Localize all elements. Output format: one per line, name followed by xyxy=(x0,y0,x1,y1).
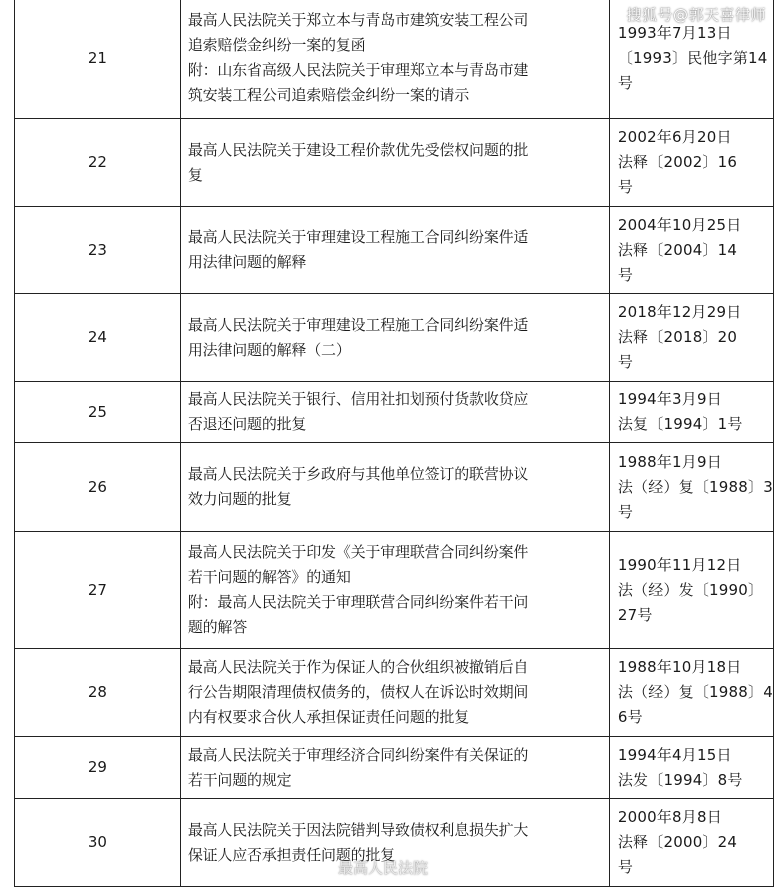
date-and-number-line: 2018年12月29日 xyxy=(617,303,742,321)
table-row xyxy=(15,382,774,443)
date-and-number-cell xyxy=(609,737,773,799)
document-title-line: 用法律问题的解释（二） xyxy=(187,340,351,359)
date-and-number-cell xyxy=(609,207,773,294)
row-number: 28 xyxy=(15,649,181,737)
document-title-cell xyxy=(180,737,609,799)
date-and-number-line: 号 xyxy=(617,178,634,196)
document-title-line: 最高人民法院关于因法院错判导致债权利息损失扩大 xyxy=(187,820,529,839)
date-and-number-cell xyxy=(609,799,773,887)
document-title-line: 内有权要求合伙人承担保证责任问题的批复 xyxy=(187,708,470,726)
document-title-line: 若干问题的规定 xyxy=(187,770,292,789)
row-number: 26 xyxy=(15,443,181,532)
document-title-line: 最高人民法院关于印发《关于审理联营合同纠纷案件 xyxy=(187,543,529,561)
document-title-line: 最高人民法院关于郑立本与青岛市建筑安装工程公司 xyxy=(187,11,529,29)
document-title-line: 最高人民法院关于审理经济合同纠纷案件有关保证的 xyxy=(187,745,529,764)
row-number: 24 xyxy=(15,294,181,382)
date-and-number-line: 1988年1月9日 xyxy=(617,452,722,471)
document-title-line: 效力问题的批复 xyxy=(187,490,292,508)
date-and-number-line: 1994年4月15日 xyxy=(617,745,732,764)
date-and-number-cell xyxy=(609,443,773,532)
document-title-line: 题的解答 xyxy=(187,618,248,636)
date-and-number-line: 2002年6月20日 xyxy=(617,128,732,146)
date-and-number-line: 号 xyxy=(617,353,634,371)
row-number: 22 xyxy=(15,119,181,207)
document-title-line: 最高人民法院关于审理建设工程施工合同纠纷案件适 xyxy=(187,228,529,246)
document-title-cell xyxy=(180,649,609,737)
row-number: 23 xyxy=(15,207,181,294)
watermark-bottom-text: 最高人民法院 xyxy=(338,859,429,877)
date-and-number-line: 法发〔1994〕8号 xyxy=(617,770,743,789)
date-and-number-line: 法（经）复〔1988〕3 xyxy=(617,477,773,496)
row-number: 27 xyxy=(15,532,181,649)
document-title-line: 最高人民法院关于审理建设工程施工合同纠纷案件适 xyxy=(187,315,529,334)
date-and-number-line: 6号 xyxy=(617,708,643,726)
watermark-top: 搜狐号@郭天喜律师 xyxy=(626,6,766,24)
date-and-number-line: 法释〔2004〕14 xyxy=(617,240,738,259)
document-title-cell xyxy=(180,294,609,382)
date-and-number-line: 27号 xyxy=(617,605,653,624)
date-and-number-line: 2000年8月8日 xyxy=(617,808,722,826)
document-title-cell xyxy=(180,532,609,649)
date-and-number-line: 法（经）发〔1990〕 xyxy=(617,580,764,599)
table-row xyxy=(15,737,774,799)
document-title-cell xyxy=(180,119,609,207)
date-and-number-cell xyxy=(609,294,773,382)
date-and-number-cell xyxy=(609,532,773,649)
document-title-line: 筑安装工程公司追索赔偿金纠纷一案的请示 xyxy=(187,86,470,104)
date-and-number-line: 号 xyxy=(617,73,634,92)
document-title-cell xyxy=(180,443,609,532)
table-row xyxy=(15,207,774,294)
document-title-line: 最高人民法院关于银行、信用社扣划预付货款收贷应 xyxy=(187,390,529,408)
regulations-table xyxy=(14,0,774,887)
document-title-line: 用法律问题的解释 xyxy=(187,253,307,271)
date-and-number-line: 号 xyxy=(617,502,634,521)
date-and-number-cell xyxy=(609,649,773,737)
table-row xyxy=(15,649,774,737)
date-and-number-line: 1994年3月9日 xyxy=(617,390,722,408)
document-title-cell xyxy=(180,382,609,443)
row-number: 30 xyxy=(15,799,181,887)
date-and-number-line: 1988年10月18日 xyxy=(617,658,742,676)
document-title-line: 保证人应否承担责任问题的批复 xyxy=(187,845,396,864)
date-and-number-line: 法（经）复〔1988〕4 xyxy=(617,683,773,701)
document-title-line: 最高人民法院关于作为保证人的合伙组织被撤销后自 xyxy=(187,658,529,676)
date-and-number-cell xyxy=(609,119,773,207)
document-title-cell xyxy=(180,0,609,119)
table-body xyxy=(15,0,774,887)
row-number: 21 xyxy=(15,0,181,119)
date-and-number-line: 法释〔2000〕24 xyxy=(617,833,738,851)
document-title-line: 最高人民法院关于乡政府与其他单位签订的联营协议 xyxy=(187,465,529,483)
row-number: 25 xyxy=(15,382,181,443)
weibo-logo-icon xyxy=(312,860,334,876)
document-title-line: 行公告期限清理债权债务的，债权人在诉讼时效期间 xyxy=(187,683,529,701)
date-and-number-line: 〔1993〕民他字第14 xyxy=(617,48,768,67)
table-row xyxy=(15,119,774,207)
date-and-number-line: 1990年11月12日 xyxy=(617,555,742,574)
date-and-number-line: 号 xyxy=(617,858,634,876)
date-and-number-line: 法释〔2002〕16 xyxy=(617,153,738,171)
document-title-line: 追索赔偿金纠纷一案的复函 xyxy=(187,36,366,54)
document-title-line: 否退还问题的批复 xyxy=(187,415,307,433)
date-and-number-line: 号 xyxy=(617,265,634,284)
date-and-number-line: 法复〔1994〕1号 xyxy=(617,415,743,433)
table-row xyxy=(15,294,774,382)
date-and-number-cell xyxy=(609,382,773,443)
document-title-line: 复 xyxy=(187,165,203,184)
document-title-line: 附：最高人民法院关于审理联营合同纠纷案件若干问 xyxy=(187,593,529,611)
document-title-line: 最高人民法院关于建设工程价款优先受偿权问题的批 xyxy=(187,140,529,159)
watermark-bottom xyxy=(312,857,428,878)
row-number: 29 xyxy=(15,737,181,799)
date-and-number-line: 法释〔2018〕20 xyxy=(617,328,738,346)
date-and-number-line: 1993年7月13日 xyxy=(617,23,732,42)
document-title-cell xyxy=(180,207,609,294)
document-title-line: 附：山东省高级人民法院关于审理郑立本与青岛市建 xyxy=(187,61,529,79)
date-and-number-line: 2004年10月25日 xyxy=(617,215,742,234)
table-row xyxy=(15,443,774,532)
table-row xyxy=(15,532,774,649)
document-title-line: 若干问题的解答》的通知 xyxy=(187,568,351,586)
